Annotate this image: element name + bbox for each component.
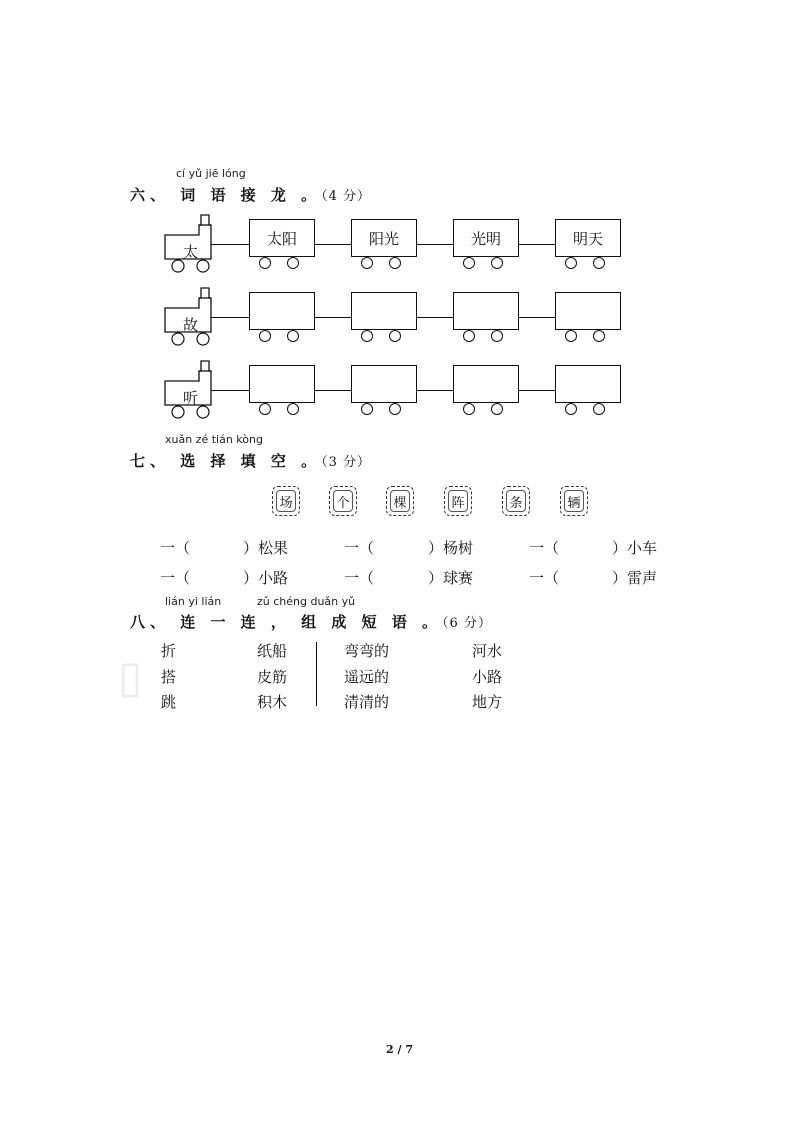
train-coupling xyxy=(211,317,249,318)
match-target: 小路 xyxy=(472,668,503,686)
train-wheel xyxy=(287,330,299,342)
option-text: 个 xyxy=(336,495,350,511)
section6-heading xyxy=(130,184,371,205)
train-coupling xyxy=(417,244,453,245)
section8-title-b: 组 成 短 语 xyxy=(301,613,412,631)
page-number: 2 / 7 xyxy=(386,1043,413,1056)
blank-suffix: ）松果 xyxy=(243,539,289,557)
option-stamp xyxy=(502,486,530,516)
section8-heading xyxy=(130,611,492,632)
match-adjective: 弯弯的 xyxy=(344,642,390,660)
train-coupling xyxy=(417,390,453,391)
train-car: 光明 xyxy=(453,219,519,257)
train-coupling xyxy=(417,317,453,318)
option-stamp xyxy=(386,486,414,516)
blank-prefix: 一（ xyxy=(344,569,375,587)
train-car-blank[interactable] xyxy=(249,365,315,403)
train-coupling xyxy=(211,244,249,245)
blank-suffix: ）球赛 xyxy=(428,569,474,587)
option-stamp xyxy=(329,486,357,516)
train-wheel xyxy=(593,403,605,415)
blank-suffix: ）雷声 xyxy=(612,569,658,587)
train-coupling xyxy=(211,390,249,391)
train-coupling xyxy=(519,390,555,391)
section6-period: 。 xyxy=(301,186,322,204)
section8-pinyin-a: lián yi lián xyxy=(165,595,222,608)
train-coupling xyxy=(315,244,351,245)
option-text: 阵 xyxy=(451,495,465,511)
train-engine-char: 故 xyxy=(183,316,199,334)
section8-title-a: 八、 连 一 连 ， xyxy=(130,613,291,631)
match-verb: 搭 xyxy=(161,668,177,686)
train-car-blank[interactable] xyxy=(453,365,519,403)
train-wheel xyxy=(287,403,299,415)
train-wheel xyxy=(565,257,577,269)
match-noun: 皮筋 xyxy=(257,668,288,686)
train-coupling xyxy=(519,244,555,245)
train-coupling xyxy=(315,317,351,318)
match-verb: 折 xyxy=(161,642,177,660)
train-wheel xyxy=(361,403,373,415)
section7-period: 。 xyxy=(301,452,322,470)
train-wheel xyxy=(463,330,475,342)
train-coupling xyxy=(519,317,555,318)
train-wheel xyxy=(389,330,401,342)
train-wheel xyxy=(565,403,577,415)
train-car-blank[interactable] xyxy=(351,365,417,403)
blank-prefix: 一（ xyxy=(344,539,375,557)
train-wheel xyxy=(491,403,503,415)
train-wheel xyxy=(259,330,271,342)
option-text: 条 xyxy=(509,495,523,511)
blank-prefix: 一（ xyxy=(529,539,560,557)
train-wheel xyxy=(463,403,475,415)
column-divider xyxy=(316,642,317,706)
train-wheel xyxy=(389,257,401,269)
blank-prefix: 一（ xyxy=(160,569,191,587)
match-adjective: 清清的 xyxy=(344,693,390,711)
train-car: 太阳 xyxy=(249,219,315,257)
train-wheel xyxy=(491,257,503,269)
train-wheel xyxy=(463,257,475,269)
option-stamp xyxy=(560,486,588,516)
section6-pinyin: cí yǔ jiē lóng xyxy=(176,167,246,180)
train-engine-char: 太 xyxy=(183,243,199,261)
train-car-blank[interactable] xyxy=(453,292,519,330)
train-wheel xyxy=(389,403,401,415)
option-text: 辆 xyxy=(567,495,581,511)
match-target: 河水 xyxy=(472,642,503,660)
train-wheel xyxy=(287,257,299,269)
train-car-blank[interactable] xyxy=(249,292,315,330)
match-noun: 积木 xyxy=(257,693,288,711)
train-wheel xyxy=(361,330,373,342)
train-car-blank[interactable] xyxy=(351,292,417,330)
train-car: 明天 xyxy=(555,219,621,257)
train-wheel xyxy=(593,257,605,269)
train-wheel xyxy=(491,330,503,342)
section7-score: （3 分） xyxy=(321,455,372,470)
section8-score: （6 分） xyxy=(442,616,492,631)
blank-suffix: ）杨树 xyxy=(428,539,474,557)
train-wheel xyxy=(593,330,605,342)
match-noun: 纸船 xyxy=(257,642,288,660)
blank-suffix: ）小路 xyxy=(243,569,289,587)
train-car-blank[interactable] xyxy=(555,292,621,330)
match-target: 地方 xyxy=(472,693,503,711)
section7-heading xyxy=(130,450,371,471)
option-stamp xyxy=(444,486,472,516)
option-stamp xyxy=(272,486,300,516)
train-car-blank[interactable] xyxy=(555,365,621,403)
watermark-mark: ▯ xyxy=(118,652,143,703)
train-engine-char: 听 xyxy=(183,389,199,407)
section7-title: 七、 选 择 填 空 xyxy=(130,452,291,470)
section6-title: 六、 词 语 接 龙 xyxy=(130,186,291,204)
match-verb: 跳 xyxy=(161,693,177,711)
match-adjective: 遥远的 xyxy=(344,668,390,686)
blank-prefix: 一（ xyxy=(160,539,191,557)
train-wheel xyxy=(565,330,577,342)
section8-period: 。 xyxy=(422,613,443,631)
blank-suffix: ）小车 xyxy=(612,539,658,557)
section7-pinyin: xuǎn zé tián kòng xyxy=(165,433,263,446)
train-wheel xyxy=(259,257,271,269)
train-car: 阳光 xyxy=(351,219,417,257)
train-wheel xyxy=(259,403,271,415)
section6-score: （4 分） xyxy=(321,189,372,204)
option-text: 棵 xyxy=(393,495,407,511)
blank-prefix: 一（ xyxy=(529,569,560,587)
train-wheel xyxy=(361,257,373,269)
train-coupling xyxy=(315,390,351,391)
section8-pinyin-b: zǔ chéng duǎn yǔ xyxy=(257,595,356,608)
option-text: 场 xyxy=(279,495,293,511)
